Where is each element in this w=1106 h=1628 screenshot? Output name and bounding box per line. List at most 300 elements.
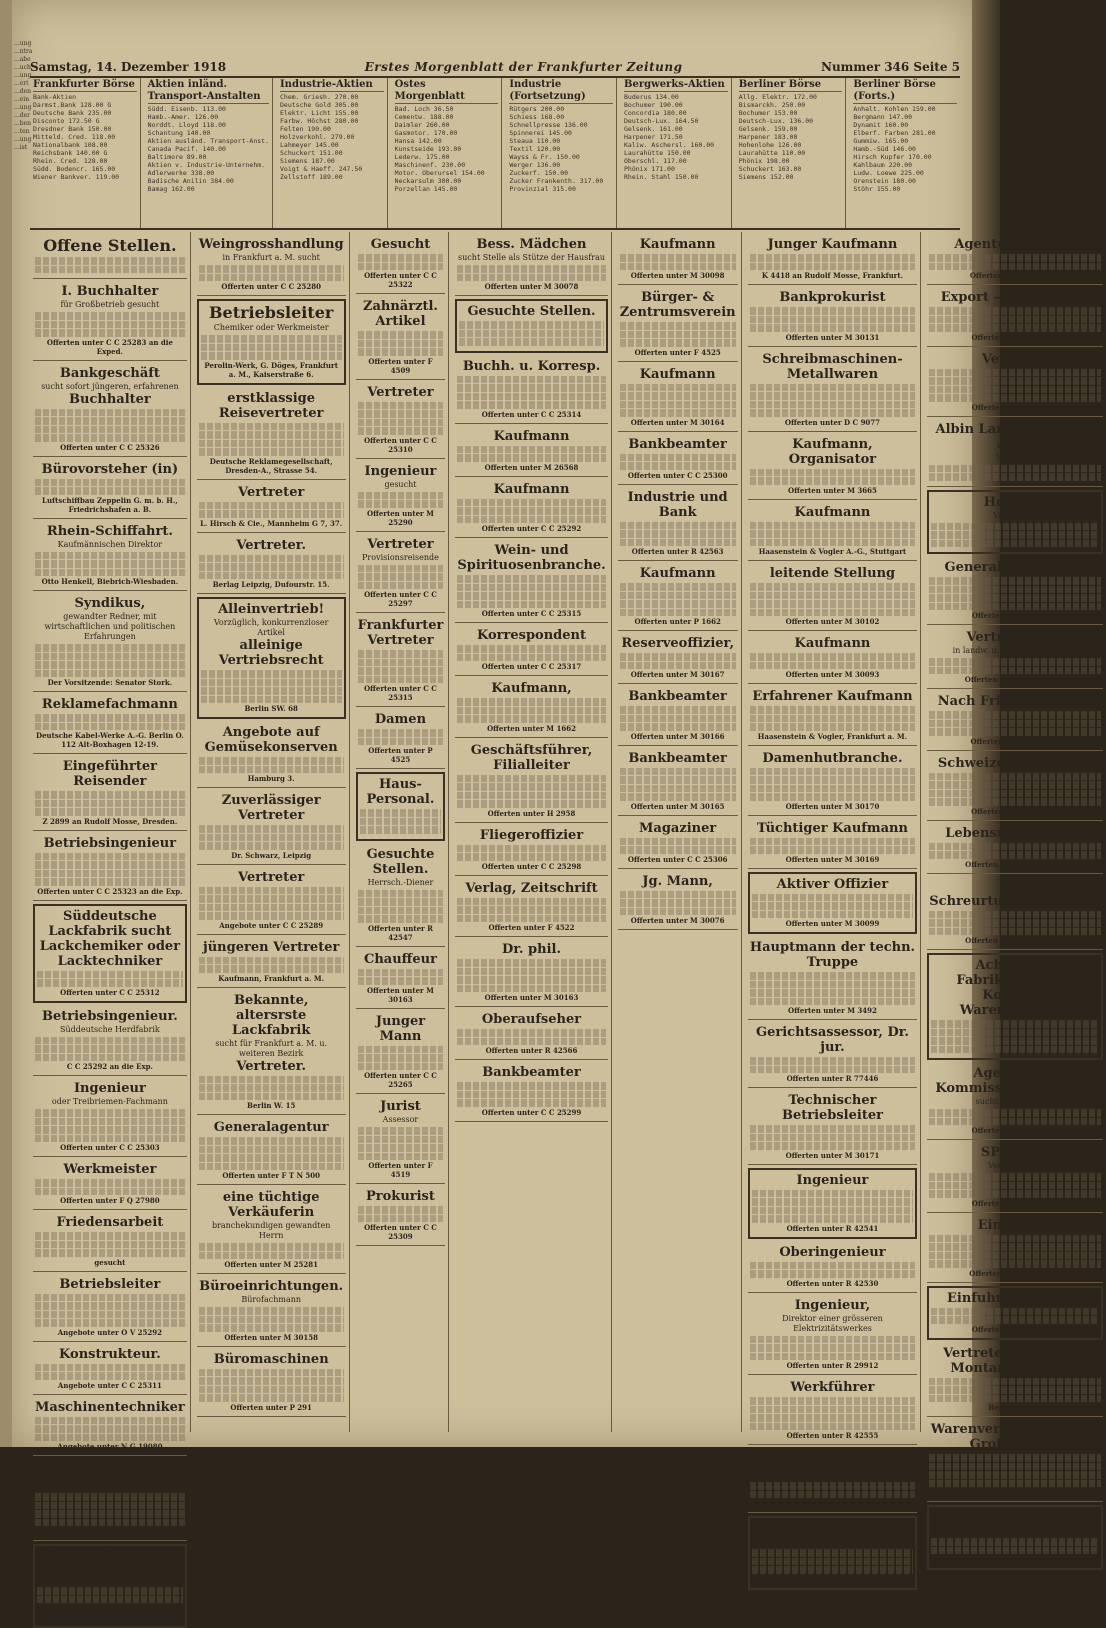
text-line (35, 1135, 185, 1143)
text-line (358, 738, 444, 746)
text-line (750, 477, 916, 485)
ad-reference: Offerten unter F 4525 (634, 347, 721, 357)
ad-reference: Offerten unter M 30169 (785, 854, 880, 864)
ad-body-text (35, 714, 185, 730)
text-line (457, 698, 605, 706)
text-line (752, 1198, 914, 1206)
ad-body-text (360, 809, 442, 834)
classified-ad (356, 534, 446, 614)
ad-reference: Angebote unter C C 25311 (57, 1380, 162, 1390)
ad-heading: Kaufmann, (491, 681, 572, 696)
ad-body-text (358, 729, 444, 745)
ad-column-7 (924, 232, 1105, 1564)
text-line (199, 1154, 344, 1162)
text-line (457, 707, 605, 715)
text-line (35, 1249, 185, 1257)
classified-ad (927, 234, 1102, 285)
classified-ad (618, 686, 738, 746)
text-line (750, 1336, 916, 1344)
classified-ad (927, 627, 1102, 689)
text-line (199, 887, 344, 895)
ad-body-text (457, 775, 605, 808)
ad-heading: Vertreter-Firma der Montan-Industrie (943, 1345, 1087, 1376)
text-line (457, 384, 605, 392)
ad-body-text (620, 254, 736, 270)
ad-heading: Tüchtiger Kaufmann (756, 820, 908, 836)
ad-heading: Werkmeister (63, 1162, 157, 1177)
quote-line: Zucker Frankenth. 317.00 (509, 177, 604, 185)
text-line (750, 793, 916, 801)
ad-body-text (358, 565, 444, 590)
ad-heading: Drogen- u. Chemikalienhandlung. (749, 1450, 916, 1480)
ad-subheading: Vertretung (992, 510, 1037, 520)
classified-ad (455, 356, 607, 424)
ad-body-text (929, 773, 1100, 806)
ad-reference: Offerten unter M 30167 (630, 670, 725, 679)
ad-subheading: sucht sofort jüngeren, erfahrenen (41, 381, 179, 391)
text-line (199, 757, 344, 765)
text-line (457, 1099, 605, 1107)
ad-heading: Jurist (380, 1099, 421, 1114)
ad-heading: I. Buchhalter (61, 284, 159, 299)
quote-line: Harpener 183.00 (738, 133, 798, 141)
ad-reference: Offerten unter R 42530 (786, 1278, 879, 1288)
text-line (750, 1057, 916, 1065)
ad-body-text (750, 307, 916, 332)
ad-body-text (929, 711, 1100, 736)
text-line (35, 1302, 185, 1310)
quote-line: Felten 190.00 (280, 125, 331, 133)
ad-reference: Offerten unter C C 25316 (965, 936, 1065, 945)
ad-body-text (457, 446, 605, 462)
quote-line: Schnellpresse 136.00 (509, 121, 588, 129)
ad-body-text (35, 1364, 185, 1380)
classified-ad (455, 1009, 607, 1060)
text-line (620, 899, 736, 907)
ad-subheading: sucht Vertretungen (975, 1097, 1055, 1106)
classified-ad (356, 949, 446, 1009)
ad-heading: Vertreter (238, 484, 305, 500)
text-line (358, 729, 444, 737)
ad-reference: L. Hirsch & Cie., Mannheim G 7, 37. (200, 518, 343, 528)
text-line (457, 516, 605, 524)
classified-ad (33, 1159, 187, 1210)
text-line (929, 1243, 1100, 1251)
text-line (750, 583, 916, 591)
ad-body-text (457, 575, 605, 608)
quote-line: Bank-Aktien (33, 93, 77, 101)
text-line (457, 401, 605, 409)
ad-reference: Luftschiffbau Zeppelin G. m. b. H., Friedrichshafen a. B. (42, 495, 178, 514)
text-line (199, 1146, 344, 1154)
text-line (358, 340, 444, 348)
ad-reference: Offerten unter M 1662 (487, 723, 576, 733)
ad-body-text (750, 653, 916, 669)
classified-ad (197, 722, 346, 788)
text-line (929, 1109, 1100, 1117)
ad-reference: Offerten unter M 3665 (788, 485, 877, 495)
text-line (457, 584, 605, 592)
text-line (931, 1046, 1098, 1054)
quote-line: Kaliw. Aschersl. 160.00 (624, 141, 715, 149)
classified-ad (356, 709, 446, 769)
quote-line: Motor. Oberursel 154.00 (394, 169, 485, 177)
quote-line: Schiess 168.00 (509, 113, 565, 121)
text-line (199, 1252, 344, 1260)
ad-heading: Oberingenieur (779, 1244, 886, 1260)
ad-heading: Angebote auf Gemüsekonserven (204, 725, 338, 755)
text-line (358, 500, 444, 508)
text-line (752, 902, 914, 910)
text-line (35, 1037, 185, 1045)
market-column (392, 78, 503, 228)
ad-heading: Reklamefachmann (41, 697, 178, 712)
text-line (35, 312, 185, 320)
classified-ad (356, 1096, 446, 1184)
ad-reference: Offerten unter S 8009 (971, 1324, 1059, 1334)
ad-subheading: Vertretungen (805, 1537, 860, 1546)
quote-line: Bismarckh. 250.00 (738, 101, 806, 109)
text-line (199, 1307, 344, 1315)
classified-ad (455, 878, 607, 938)
quote-line: Bochumer 190.00 (624, 101, 683, 109)
ad-body-text (35, 1179, 185, 1195)
ad-heading: Buchh. u. Korresp. (462, 358, 601, 374)
text-line (358, 969, 444, 977)
ad-reference: Offerten unter D C 9077 (784, 417, 881, 427)
page-header (30, 58, 960, 78)
text-line (929, 658, 1100, 666)
ad-body-text (35, 1232, 185, 1257)
text-line (201, 687, 342, 695)
ad-reference: Offerten unter F Q 27980 (60, 1196, 160, 1205)
text-line (750, 522, 916, 530)
text-line (35, 661, 185, 669)
text-line (35, 1510, 185, 1518)
classified-ad (33, 1344, 187, 1395)
classified-ad (927, 953, 1102, 1060)
classified-ad (927, 1505, 1102, 1570)
ad-heading: Süddeutsche Lackfabrik sucht Lackchemiker oder Lacktechniker (39, 908, 181, 969)
ad-reference: Offerten unter P 291 (230, 1402, 312, 1412)
text-line (750, 662, 916, 670)
ad-subheading: Herrsch.-Diener (367, 877, 434, 887)
classified-ad (927, 557, 1102, 625)
ad-body-text (620, 891, 736, 916)
text-line (35, 479, 185, 487)
ad-reference: Offerten unter C C 25326 (60, 442, 160, 452)
text-line (929, 1463, 1100, 1471)
ad-reference: Offerten unter M 30099 (785, 919, 880, 928)
text-line (199, 895, 344, 903)
header-date: Samstag, 14. Dezember 1918 (30, 60, 227, 74)
text-line (750, 1423, 916, 1431)
classified-ad (197, 867, 346, 935)
ad-heading: leitende Stellung (769, 566, 896, 581)
ad-column-3 (353, 232, 450, 1432)
ad-body-text (929, 465, 1100, 481)
quote-line: Norddt. Lloyd 118.00 (147, 121, 226, 129)
ad-body-text (929, 307, 1100, 332)
classified-ad (197, 1117, 346, 1185)
classified-ad (748, 818, 918, 869)
ad-heading: Diplom-Ingenieur (44, 1549, 175, 1564)
text-line (750, 469, 916, 477)
ad-reference: Offerten unter C C 25265 (364, 1071, 437, 1089)
ad-body-text (457, 645, 605, 661)
ad-body-text (199, 265, 344, 281)
ad-body-text (931, 1308, 1098, 1324)
ad-reference: Offerten unter C C 25316 (965, 859, 1065, 869)
text-line (457, 959, 605, 967)
classified-ad (33, 756, 187, 831)
ad-subheading: Kaufmännischen Direktor (57, 539, 163, 549)
ad-reference: Offerten unter M 30098 (630, 271, 725, 280)
quote-line: Adlerwerke 338.00 (147, 169, 215, 177)
text-line (929, 1480, 1100, 1488)
text-line (620, 583, 736, 591)
text-line (199, 502, 344, 510)
ad-reference: Offerten unter C C 25315 (481, 609, 582, 618)
ad-reference: Otto Henkell, Biebrich-Wiesbaden. (41, 577, 179, 586)
text-line (35, 800, 185, 808)
ad-body-text (199, 887, 344, 920)
text-line (35, 329, 185, 337)
quote-line: Nationalbank 108.00 (33, 141, 108, 149)
header-page-number: Nummer 346 Seite 5 (820, 60, 960, 74)
classified-ad (927, 876, 1102, 951)
ad-reference: C C 25292 an die Exp. (66, 1062, 153, 1071)
ad-reference: Offerten unter M 30158 (224, 1332, 319, 1342)
text-line (199, 1316, 344, 1324)
ad-subheading: Assessor (382, 1115, 419, 1124)
classified-ad (356, 382, 446, 459)
text-line (358, 1144, 444, 1152)
ad-body-text (620, 583, 736, 616)
ad-reference: Offerten unter C C 25323 an die Exp. (37, 886, 183, 896)
quote-line: Südd. Bodencr. 165.00 (33, 165, 116, 173)
ad-heading: Junger Kaufmann (767, 237, 898, 252)
ad-reference: Perolin-Werk, G. Döges, Frankfurt a. M., Kaiserstraße 6. (204, 360, 338, 379)
ad-body-text (457, 376, 605, 409)
ad-heading: erstklassige Reisevertreter (218, 390, 324, 421)
ad-body-text (752, 894, 914, 919)
text-line (35, 1425, 185, 1433)
text-line (35, 552, 185, 560)
text-line (199, 423, 344, 431)
text-line (750, 384, 916, 392)
market-column-title: Frankfurter Börse (33, 79, 135, 90)
text-line (37, 979, 183, 987)
market-column-title: Aktien inländ. Transport-Anstalten (148, 79, 269, 104)
text-line (358, 419, 444, 427)
classified-ad (356, 844, 446, 947)
ad-reference: Offerten unter P 1662 (634, 617, 721, 626)
ad-body-text (457, 1029, 605, 1045)
text-line (931, 1308, 1098, 1316)
classified-ad (197, 937, 346, 988)
text-line (35, 1434, 185, 1442)
ad-reference: Haasenstein & Vogler A.-G., Stuttgart (758, 547, 907, 556)
ad-body-text (620, 706, 736, 731)
ad-heading: Lebensmittelfabrik (945, 825, 1085, 841)
ad-heading: Büromaschinen (213, 1351, 329, 1367)
ad-subheading: in landw. u. Haush.-Maschinen (952, 646, 1078, 655)
text-line (620, 662, 736, 670)
classified-ad (33, 234, 187, 279)
quote-line: Oberschl. 117.00 (624, 157, 687, 165)
ad-heading: Agentur- u. Kommissionsgeschäft (935, 1066, 1095, 1096)
text-line (929, 263, 1100, 271)
text-line (199, 448, 344, 456)
text-line (620, 653, 736, 661)
text-line (750, 1134, 916, 1142)
ad-subheading: Direktor einer grösseren Elektrizitätswerkes (782, 1313, 883, 1333)
ad-body-text (35, 644, 185, 677)
ad-heading: Bankbeamter (628, 750, 727, 766)
classified-ad (748, 349, 918, 432)
text-line (199, 555, 344, 563)
ad-reference: Offerten unter M 30093 (785, 670, 880, 679)
quote-line: Hamb.-Süd 146.00 (853, 145, 916, 153)
ad-heading: Zahnärztl. Artikel (362, 299, 438, 329)
ad-heading: Betriebsingenieur. (42, 1008, 178, 1024)
quote-line: Cementw. 188.00 (394, 113, 454, 121)
ad-heading: Kaufmann (493, 481, 570, 497)
ad-heading: Damen (374, 712, 427, 727)
ad-body-text (199, 825, 344, 850)
ad-reference: Offerten unter P 1616 (971, 1198, 1059, 1208)
quote-line: Allg. Elektr. 172.00 (738, 93, 817, 101)
quote-line: Gummiw. 165.00 (853, 137, 909, 145)
ad-subheading: Provisionsreisende (362, 552, 439, 562)
quote-line: Siemens 187.00 (280, 157, 335, 165)
ad-reference: Offerten unter C C 25283 an die Exped. (46, 337, 173, 356)
ad-reference: Berlin SW. 19 (988, 1403, 1042, 1412)
ad-reference: Offerten unter Ö P 374 (969, 271, 1060, 280)
ad-body-text (199, 555, 344, 580)
ad-reference: Offerten unter C C 25292 (481, 524, 582, 533)
ad-body-text (35, 1109, 185, 1142)
ad-reference: Ringenheim (86, 1527, 134, 1536)
classified-ad (455, 825, 607, 876)
text-line (931, 531, 1098, 539)
ad-reference: Offerten unter P 7251 (789, 1499, 876, 1508)
text-line (929, 465, 1100, 473)
ad-heading: Weingrosshandlung (198, 237, 344, 252)
text-line (750, 723, 916, 731)
ad-reference: Offerten unter C C 25312 (60, 987, 160, 997)
text-line (35, 870, 185, 878)
classified-ad (33, 1212, 187, 1272)
text-line (35, 791, 185, 799)
ad-body-text (750, 1262, 916, 1278)
ad-heading: Vertreter (981, 351, 1049, 367)
ad-heading: Zuverlässiger Vertreter (221, 793, 321, 823)
ad-heading: Jg. Mann, (642, 873, 713, 889)
ad-heading: Oberaufseher (481, 1012, 582, 1027)
quote-line: Buderus 134.00 (624, 93, 679, 101)
adjacent-page-edge (0, 0, 12, 1447)
classified-ad (618, 818, 738, 869)
quote-line: Disconto 172.50 G (33, 117, 100, 125)
text-line (457, 507, 605, 515)
ad-heading: Frankfurter Vertreter (357, 618, 444, 648)
classified-ad (748, 1447, 918, 1513)
text-line (750, 401, 916, 409)
ad-body-text (35, 479, 185, 495)
text-line (199, 766, 344, 774)
ad-heading: Einkäufen (977, 1217, 1053, 1233)
ad-body-text (199, 1243, 344, 1259)
ad-reference: Offerten unter E 20015 (969, 1268, 1061, 1278)
ad-heading: Bess. Mädchen (476, 237, 587, 252)
classified-ad (618, 287, 738, 362)
classified-ad (618, 633, 738, 684)
text-line (457, 898, 605, 906)
quote-line: Siemens 152.00 (738, 173, 794, 181)
ad-body-text (35, 1493, 185, 1526)
quote-line: Dynamit 160.00 (853, 121, 909, 129)
ad-reference: Offerten unter H 2958 (487, 808, 576, 818)
ad-heading: General-Vertretung (944, 560, 1086, 575)
ad-reference: Z 2899 an Rudolf Mosse, Dresden. (42, 816, 178, 826)
text-line (457, 715, 605, 723)
classified-ad (33, 363, 187, 457)
text-line (750, 981, 916, 989)
market-column (850, 78, 960, 228)
text-line (931, 1538, 1098, 1546)
classified-ad (927, 1419, 1102, 1502)
classified-ad (748, 563, 918, 631)
ad-heading: Vertreter (367, 384, 434, 400)
text-line (750, 1066, 916, 1074)
classified-ad (748, 1295, 918, 1376)
text-line (35, 266, 185, 274)
text-line (358, 492, 444, 500)
text-line (199, 572, 344, 580)
text-line (620, 401, 736, 409)
quote-line: Farbw. Höchst 280.00 (280, 117, 359, 125)
text-line (929, 790, 1100, 798)
text-line (929, 851, 1100, 859)
ad-reference: Akt.-Ges. für Anilin-Fabrikation Rummelsburg b. Berlin (47, 1604, 172, 1622)
ad-body-text (929, 1378, 1100, 1403)
classified-ad (455, 740, 607, 823)
text-line (457, 1082, 605, 1090)
classified-ad (927, 490, 1102, 555)
text-line (358, 331, 444, 339)
text-line (35, 487, 185, 495)
ad-heading: Fliegeroffizier (479, 827, 584, 843)
classified-ad (455, 234, 607, 296)
text-line (620, 793, 736, 801)
text-line (929, 798, 1100, 806)
text-line (929, 594, 1100, 602)
ad-reference: Offerten unter C C 25298 (481, 861, 582, 871)
quote-line: Chem. Griesh. 270.00 (280, 93, 359, 101)
text-line (750, 989, 916, 997)
ad-body-text (199, 1369, 344, 1402)
ad-reference: Offerten unter M 3492 (788, 1006, 877, 1015)
text-line (750, 768, 916, 776)
ad-heading-secondary: alleinige Vertriebsrecht (218, 638, 324, 668)
classified-ads-section (30, 232, 1101, 1622)
ad-body-text (929, 577, 1100, 610)
classified-ad (33, 1458, 187, 1541)
text-line (929, 1118, 1100, 1126)
ad-body-text (750, 1397, 916, 1430)
